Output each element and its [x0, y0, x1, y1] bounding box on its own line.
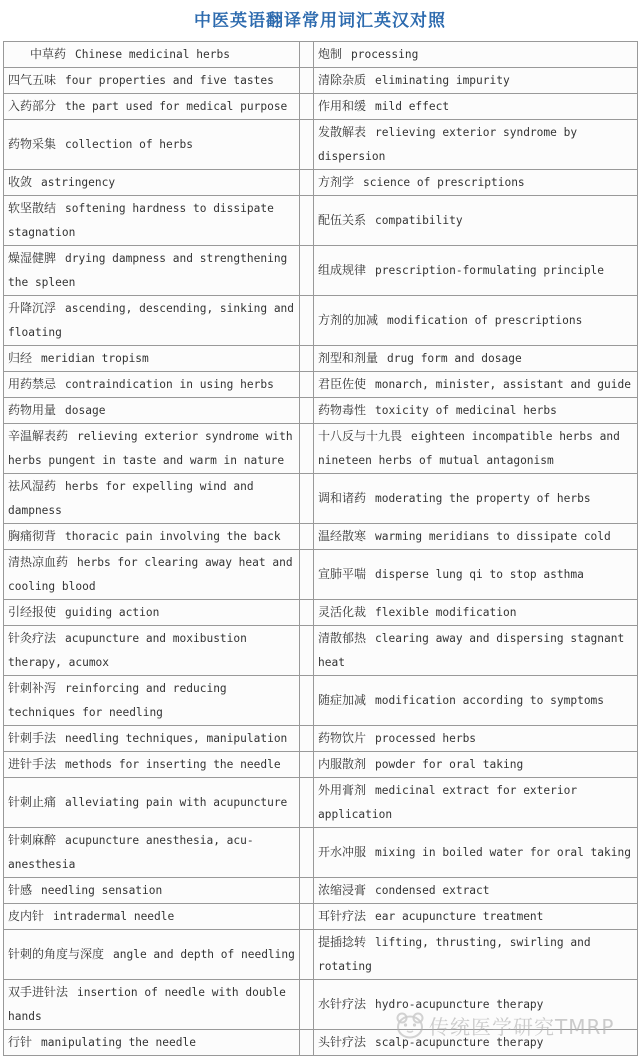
column-divider-cell: [300, 68, 314, 94]
term-english: clearing away and dispersing stagnant heat: [318, 632, 625, 669]
term-cell-right: [314, 196, 638, 246]
term-cell-right: [314, 752, 638, 778]
term-chinese: 药物采集: [8, 137, 57, 151]
term-cell-right: [314, 424, 638, 474]
term-english: collection of herbs: [65, 138, 193, 151]
term-cell-left: [4, 120, 300, 170]
term-english: eliminating impurity: [375, 74, 510, 87]
term-chinese: 针感: [8, 883, 33, 897]
term-cell-right: [314, 626, 638, 676]
term-cell-right: [314, 904, 638, 930]
term-cell-left: [4, 828, 300, 878]
term-cell-right: [314, 94, 638, 120]
term-chinese: 药物毒性: [318, 403, 367, 417]
term-cell-left: [4, 524, 300, 550]
term-cell-right: [314, 778, 638, 828]
term-chinese: 组成规律: [318, 263, 367, 277]
column-divider-cell: [300, 196, 314, 246]
column-divider-cell: [300, 626, 314, 676]
term-chinese: 入药部分: [8, 99, 57, 113]
table-row: [4, 878, 638, 904]
term-english: acupuncture and moxibustion therapy, acumox: [8, 632, 247, 669]
term-cell-right: [314, 68, 638, 94]
term-english: angle and depth of needling: [113, 948, 295, 961]
term-english: acupuncture anesthesia, acu-anesthesia: [8, 834, 254, 871]
term-english: intradermal needle: [53, 910, 175, 923]
term-english: drug form and dosage: [387, 352, 522, 365]
table-row: [4, 828, 638, 878]
term-english: hydro-acupuncture therapy: [375, 998, 544, 1011]
term-cell-right: [314, 346, 638, 372]
term-cell-right: [314, 726, 638, 752]
term-chinese: 灵活化裁: [318, 605, 367, 619]
term-cell-right: [314, 524, 638, 550]
term-english: relieving exterior syndrome with herbs pungent in taste and warm in nature: [8, 430, 293, 467]
table-row: [4, 120, 638, 170]
table-row: [4, 904, 638, 930]
term-cell-left: [4, 980, 300, 1030]
column-divider-cell: [300, 42, 314, 68]
term-cell-left: [4, 372, 300, 398]
column-divider-cell: [300, 930, 314, 980]
column-divider-cell: [300, 398, 314, 424]
column-divider-cell: [300, 120, 314, 170]
term-english: mixing in boiled water for oral taking: [375, 846, 631, 859]
term-cell-left: [4, 424, 300, 474]
table-row: [4, 170, 638, 196]
table-row: [4, 600, 638, 626]
term-cell-right: [314, 676, 638, 726]
table-row: [4, 676, 638, 726]
term-english: dosage: [65, 404, 106, 417]
table-row: [4, 68, 638, 94]
term-chinese: 清除杂质: [318, 73, 367, 87]
column-divider-cell: [300, 904, 314, 930]
term-cell-left: [4, 878, 300, 904]
table-row: [4, 778, 638, 828]
term-cell-right: [314, 42, 638, 68]
term-cell-left: [4, 346, 300, 372]
column-divider-cell: [300, 676, 314, 726]
term-chinese: 用药禁忌: [8, 377, 57, 391]
term-chinese: 浓缩浸膏: [318, 883, 367, 897]
term-english: warming meridians to dissipate cold: [375, 530, 611, 543]
term-chinese: 调和诸药: [318, 491, 367, 505]
table-row: [4, 930, 638, 980]
term-cell-right: [314, 246, 638, 296]
term-english: monarch, minister, assistant and guide: [375, 378, 631, 391]
column-divider-cell: [300, 726, 314, 752]
term-chinese: 祛风湿药: [8, 479, 57, 493]
term-cell-right: [314, 878, 638, 904]
term-cell-left: [4, 42, 300, 68]
term-english: compatibility: [375, 214, 463, 227]
term-chinese: 头针疗法: [318, 1035, 367, 1049]
table-row: [4, 246, 638, 296]
term-chinese: 针灸疗法: [8, 631, 57, 645]
term-chinese: 内服散剂: [318, 757, 367, 771]
term-english: Chinese medicinal herbs: [75, 48, 230, 61]
term-chinese: 归经: [8, 351, 33, 365]
term-english: ascending, descending, sinking and floating: [8, 302, 295, 339]
term-english: modification of prescriptions: [387, 314, 583, 327]
page-title: 中医英语翻译常用词汇英汉对照: [194, 11, 446, 31]
term-chinese: 辛温解表药: [8, 429, 69, 443]
table-row: [4, 372, 638, 398]
term-chinese: 宣肺平喘: [318, 567, 367, 581]
term-cell-left: [4, 726, 300, 752]
term-chinese: 作用和缓: [318, 99, 367, 113]
term-cell-right: [314, 474, 638, 524]
term-cell-left: [4, 600, 300, 626]
term-chinese: 随症加减: [318, 693, 367, 707]
term-cell-left: [4, 676, 300, 726]
term-english: herbs for clearing away heat and cooling blood: [8, 556, 293, 593]
term-cell-left: [4, 474, 300, 524]
term-english: thoracic pain involving the back: [65, 530, 281, 543]
term-english: manipulating the needle: [41, 1036, 196, 1049]
term-cell-left: [4, 626, 300, 676]
term-cell-right: [314, 930, 638, 980]
term-english: four properties and five tastes: [65, 74, 274, 87]
table-row: [4, 474, 638, 524]
term-cell-right: [314, 170, 638, 196]
term-chinese: 剂型和剂量: [318, 351, 379, 365]
term-english: ear acupuncture treatment: [375, 910, 544, 923]
term-english: reinforcing and reducing techniques for needling: [8, 682, 227, 719]
term-chinese: 君臣佐使: [318, 377, 367, 391]
term-cell-right: [314, 980, 638, 1030]
term-english: needling sensation: [41, 884, 163, 897]
term-chinese: 发散解表: [318, 125, 367, 139]
term-chinese: 药物用量: [8, 403, 57, 417]
term-chinese: 外用膏剂: [318, 783, 367, 797]
term-cell-left: [4, 246, 300, 296]
vocabulary-table: [3, 41, 638, 1056]
term-chinese: 胸痛彻背: [8, 529, 57, 543]
table-row: [4, 1030, 638, 1056]
term-english: modification according to symptoms: [375, 694, 605, 707]
term-cell-right: [314, 828, 638, 878]
table-row: [4, 626, 638, 676]
term-chinese: 开水冲服: [318, 845, 367, 859]
column-divider-cell: [300, 752, 314, 778]
term-chinese: 皮内针: [8, 909, 45, 923]
term-english: methods for inserting the needle: [65, 758, 281, 771]
term-chinese: 进针手法: [8, 757, 57, 771]
table-row: [4, 94, 638, 120]
term-cell-left: [4, 930, 300, 980]
term-chinese: 水针疗法: [318, 997, 367, 1011]
term-english: medicinal extract for exterior application: [318, 784, 578, 821]
term-chinese: 四气五味: [8, 73, 57, 87]
term-chinese: 引经报使: [8, 605, 57, 619]
column-divider-cell: [300, 170, 314, 196]
term-cell-left: [4, 68, 300, 94]
term-english: contraindication in using herbs: [65, 378, 274, 391]
term-english: disperse lung qi to stop asthma: [375, 568, 584, 581]
term-english: processing: [351, 48, 419, 61]
term-cell-left: [4, 778, 300, 828]
column-divider-cell: [300, 246, 314, 296]
term-chinese: 清散郁热: [318, 631, 367, 645]
table-row: [4, 726, 638, 752]
term-chinese: 药物饮片: [318, 731, 367, 745]
column-divider-cell: [300, 424, 314, 474]
term-english: mild effect: [375, 100, 450, 113]
term-chinese: 炮制: [318, 47, 343, 61]
table-row: [4, 550, 638, 600]
term-english: eighteen incompatible herbs and nineteen herbs of mutual antagonism: [318, 430, 620, 467]
column-divider-cell: [300, 94, 314, 120]
term-cell-right: [314, 398, 638, 424]
term-english: toxicity of medicinal herbs: [375, 404, 557, 417]
column-divider-cell: [300, 878, 314, 904]
term-chinese: 方剂学: [318, 175, 355, 189]
term-cell-left: [4, 398, 300, 424]
column-divider-cell: [300, 828, 314, 878]
term-chinese: 升降沉浮: [8, 301, 57, 315]
column-divider-cell: [300, 550, 314, 600]
table-row: [4, 42, 638, 68]
term-english: astringency: [41, 176, 116, 189]
table-row: [4, 752, 638, 778]
term-chinese: 温经散寒: [318, 529, 367, 543]
term-chinese: 提插捻转: [318, 935, 367, 949]
term-english: condensed extract: [375, 884, 490, 897]
term-cell-left: [4, 94, 300, 120]
term-chinese: 针刺止痛: [8, 795, 57, 809]
term-cell-left: [4, 296, 300, 346]
term-english: needling techniques, manipulation: [65, 732, 288, 745]
term-english: meridian tropism: [41, 352, 149, 365]
term-chinese: 中草药: [30, 47, 67, 61]
column-divider-cell: [300, 1030, 314, 1056]
term-cell-right: [314, 600, 638, 626]
term-cell-left: [4, 550, 300, 600]
column-divider-cell: [300, 778, 314, 828]
term-english: guiding action: [65, 606, 160, 619]
term-english: drying dampness and strengthening the spleen: [8, 252, 288, 289]
term-chinese: 收敛: [8, 175, 33, 189]
term-cell-left: [4, 1030, 300, 1056]
table-row: [4, 196, 638, 246]
term-english: lifting, thrusting, swirling and rotating: [318, 936, 591, 973]
term-cell-left: [4, 904, 300, 930]
column-divider-cell: [300, 980, 314, 1030]
watermark-text: 传统医学研究TMRP: [429, 1014, 615, 1039]
table-row: [4, 346, 638, 372]
term-chinese: 针刺手法: [8, 731, 57, 745]
term-chinese: 耳针疗法: [318, 909, 367, 923]
term-english: relieving exterior syndrome by dispersion: [318, 126, 578, 163]
term-chinese: 行针: [8, 1035, 33, 1049]
term-english: powder for oral taking: [375, 758, 524, 771]
term-chinese: 双手进针法: [8, 985, 69, 999]
column-divider-cell: [300, 296, 314, 346]
term-cell-right: [314, 120, 638, 170]
term-english: processed herbs: [375, 732, 477, 745]
term-english: science of prescriptions: [363, 176, 525, 189]
term-chinese: 方剂的加减: [318, 313, 379, 327]
term-chinese: 针刺补泻: [8, 681, 57, 695]
table-row: [4, 424, 638, 474]
term-cell-right: [314, 1030, 638, 1056]
term-chinese: 针刺的角度与深度: [8, 947, 105, 961]
term-chinese: 燥湿健脾: [8, 251, 57, 265]
term-cell-left: [4, 752, 300, 778]
term-chinese: 针刺麻醉: [8, 833, 57, 847]
term-english: the part used for medical purpose: [65, 100, 288, 113]
table-row: [4, 398, 638, 424]
term-english: prescription-formulating principle: [375, 264, 605, 277]
term-chinese: 十八反与十九畏: [318, 429, 403, 443]
column-divider-cell: [300, 524, 314, 550]
term-cell-right: [314, 372, 638, 398]
table-row: [4, 524, 638, 550]
term-cell-left: [4, 196, 300, 246]
term-english: moderating the property of herbs: [375, 492, 591, 505]
term-english: softening hardness to dissipate stagnation: [8, 202, 274, 239]
column-divider-cell: [300, 474, 314, 524]
table-row: [4, 980, 638, 1030]
term-english: insertion of needle with double hands: [8, 986, 286, 1023]
term-cell-right: [314, 296, 638, 346]
column-divider-cell: [300, 600, 314, 626]
term-cell-right: [314, 550, 638, 600]
column-divider-cell: [300, 346, 314, 372]
column-divider-cell: [300, 372, 314, 398]
table-row: [4, 296, 638, 346]
term-chinese: 软坚散结: [8, 201, 57, 215]
term-chinese: 清热凉血药: [8, 555, 69, 569]
term-cell-left: [4, 170, 300, 196]
term-english: scalp-acupuncture therapy: [375, 1036, 544, 1049]
term-english: flexible modification: [375, 606, 517, 619]
term-english: herbs for expelling wind and dampness: [8, 480, 254, 517]
term-english: alleviating pain with acupuncture: [65, 796, 288, 809]
term-chinese: 配伍关系: [318, 213, 367, 227]
